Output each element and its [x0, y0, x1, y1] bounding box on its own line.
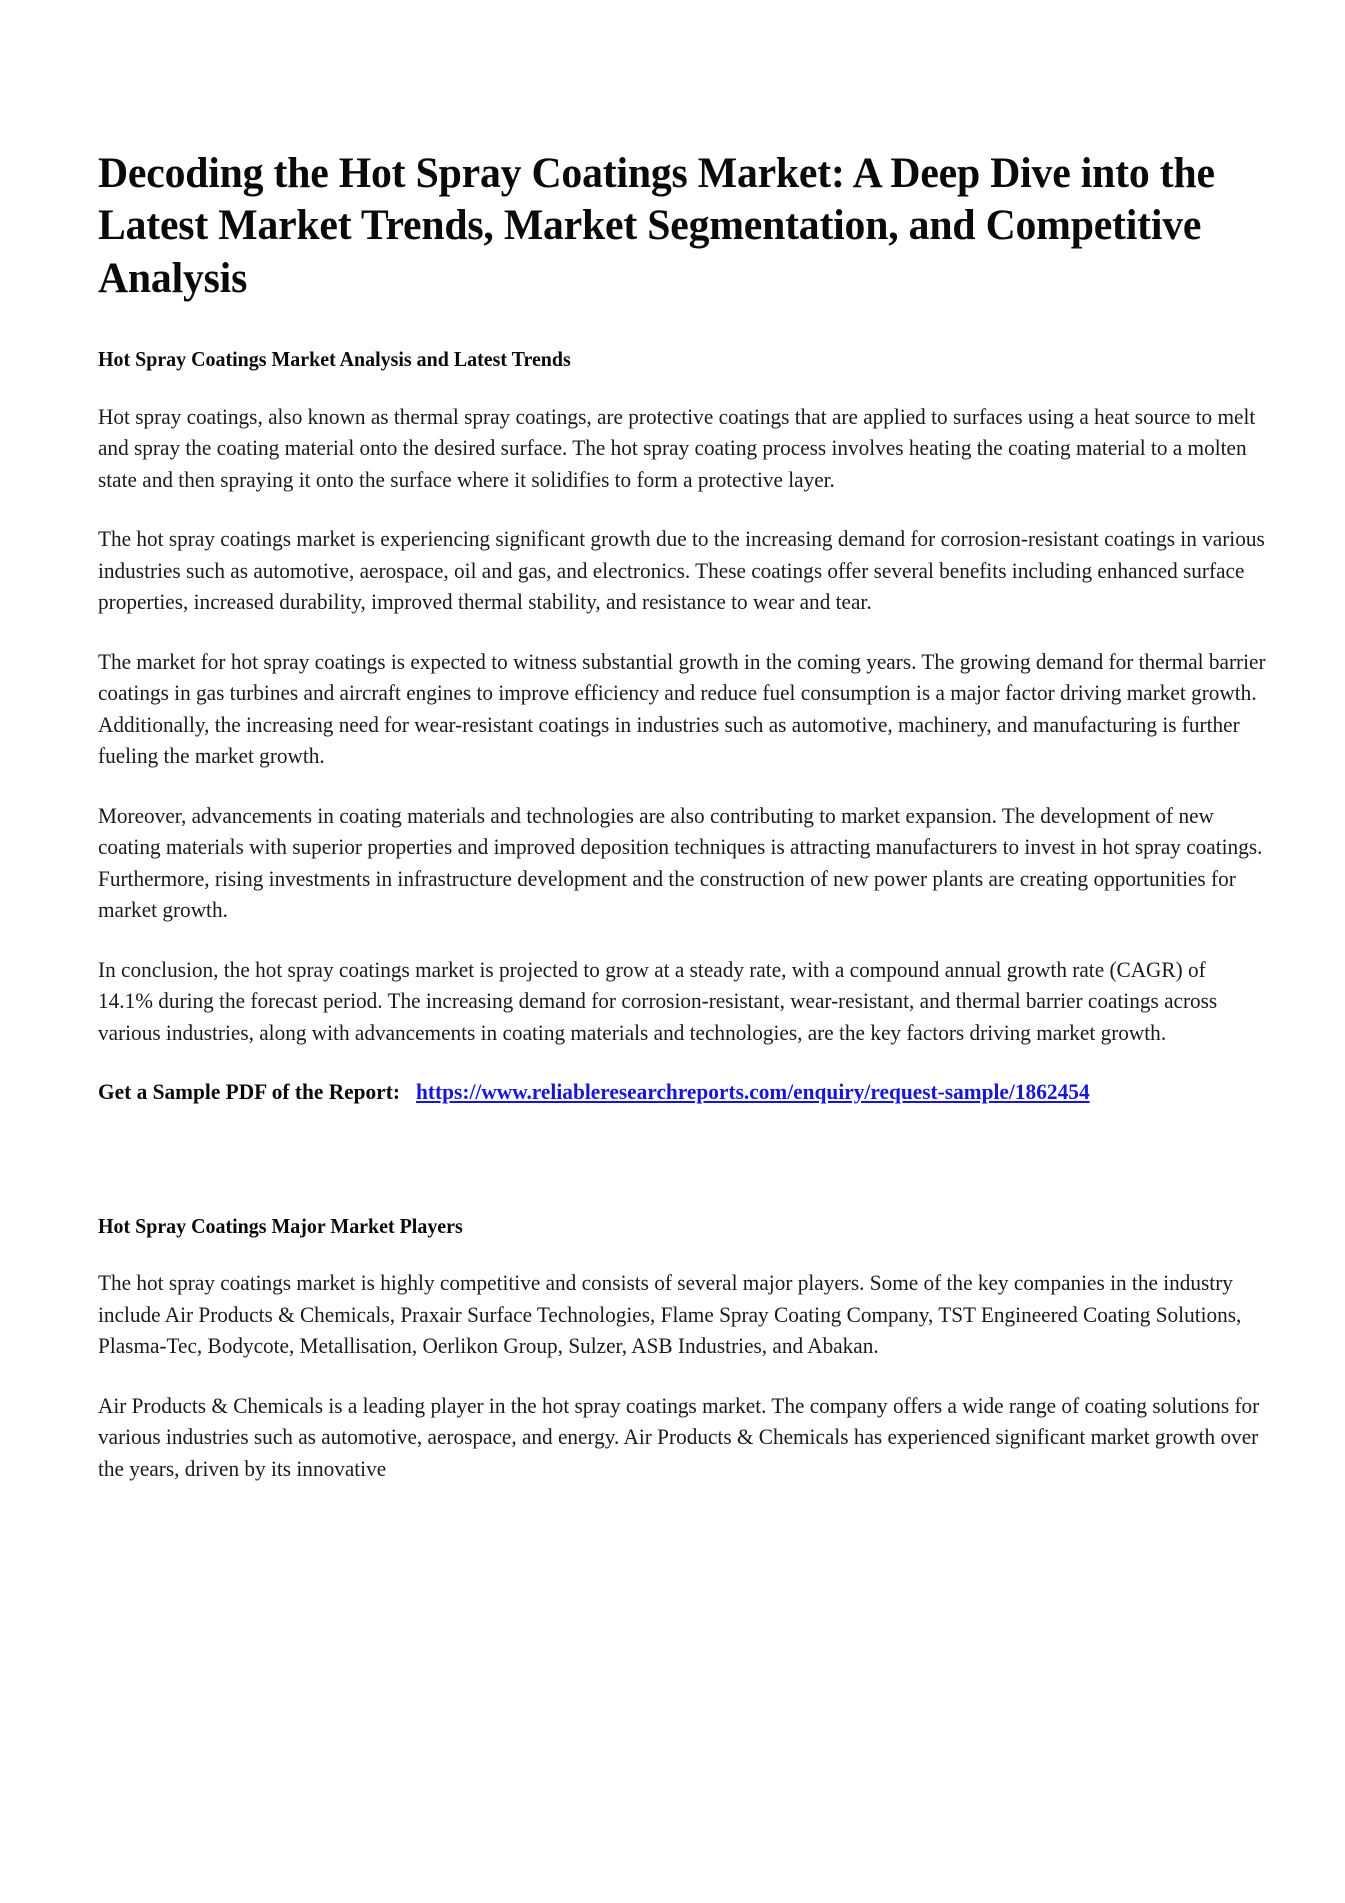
spacer [98, 305, 1266, 345]
paragraph-definition: Hot spray coatings, also known as thermal spray coatings, are protective coatings that are applied to surfaces using a heat source to melt and spray the coating material onto the desired surface. The hot spray coating process involves heating the coating material to a molten state and then spraying it onto the surface where it solidifies to form a protective layer. [98, 403, 1256, 492]
page-title: Decoding the Hot Spray Coatings Market: A Deep Dive into the Latest Market Trends, Market Segmentation, and Competitive Analysis [98, 150, 1215, 302]
paragraph-air-products: Air Products & Chemicals is a leading player in the hot spray coatings market. The company offers a wide range of coating solutions for various industries such as automotive, aerospace, and energy. Air Products & Chemicals has experienced significant market growth over the years, driven by its innovative [98, 1392, 1260, 1481]
spacer [98, 772, 1266, 800]
spacer [98, 1108, 1266, 1212]
spacer [98, 618, 1266, 646]
sample-pdf-label: Get a Sample PDF of the Report: [98, 1079, 400, 1105]
sample-pdf-line [98, 1076, 1265, 1108]
spacer [98, 495, 1266, 523]
spacer [98, 1240, 1266, 1267]
paragraph-competitive-landscape: The hot spray coatings market is highly competitive and consists of several major players. Some of the key companies in the industry include Air Products & Chemicals, Praxair Surface Technologies, Flame Spray Coating Company, TST Engineered Coating Solutions, Plasma-Tec, Bodycote, Metallisation, Oerlikon Group, Sulzer, ASB Industries, and Abakan. [98, 1270, 1242, 1359]
spacer [98, 926, 1266, 954]
spacer [98, 1362, 1266, 1390]
paragraph-conclusion: In conclusion, the hot spray coatings market is projected to grow at a steady rate, with a compound annual growth rate (CAGR) of 14.1% during the forecast period. The increasing demand for corrosion-resistant, wear-resistant, and thermal barrier coatings across various industries, along with advancements in coating materials and technologies, are the key factors driving market growth. [98, 956, 1218, 1045]
paragraph-forecast: The market for hot spray coatings is expected to witness substantial growth in the coming years. The growing demand for thermal barrier coatings in gas turbines and aircraft engines to improve efficiency and reduce fuel consumption is a major factor driving market growth. Additionally, the increasing need for wear-resistant coatings in industries such as automotive, machinery, and manufacturing is further fueling the market growth. [98, 648, 1266, 769]
section-heading-major-players: Hot Spray Coatings Major Market Players [98, 1213, 463, 1238]
section-heading-market-analysis: Hot Spray Coatings Market Analysis and Latest Trends [98, 347, 571, 372]
document-content [98, 148, 1266, 1484]
spacer [98, 1048, 1266, 1076]
paragraph-growth-drivers: The hot spray coatings market is experiencing significant growth due to the increasing demand for corrosion-resistant coatings in various industries such as automotive, aerospace, oil and gas, and electronics. These coatings offer several benefits including enhanced surface properties, increased durability, improved thermal stability, and resistance to wear and tear. [98, 526, 1265, 615]
request-sample-link[interactable]: https://www.reliableresearchreports.com/enquiry/request-sample/1862454 [415, 1079, 1090, 1105]
spacer [98, 374, 1266, 401]
paragraph-advancements: Moreover, advancements in coating materials and technologies are also contributing to market expansion. The development of new coating materials with superior properties and improved deposition techniques is attracting manufacturers to invest in hot spray coatings. Furthermore, rising investments in infrastructure development and the construction of new power plants are creating opportunities for market growth. [98, 802, 1263, 923]
